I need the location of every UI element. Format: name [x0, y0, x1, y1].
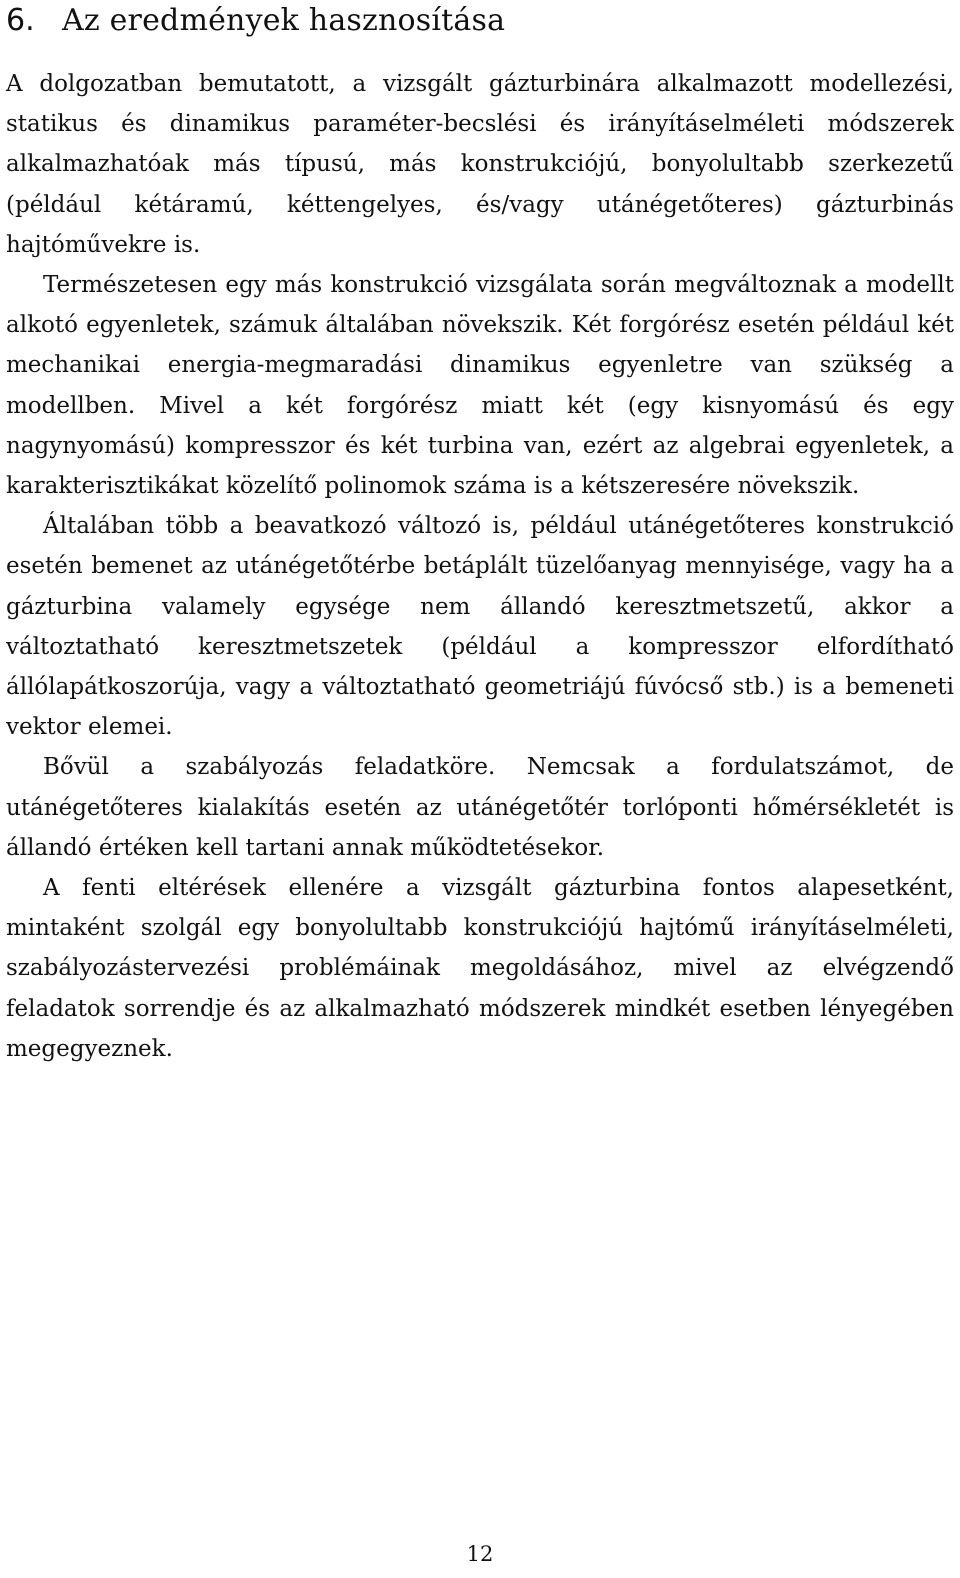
paragraph-conclusion: A fenti eltérések ellenére a vizsgált gázturbina fontos alapesetként, mintaként szolgál egy bonyolultabb konstrukciójú hajtómű irányításelméleti, szabályozástervezési problémáinak megoldásához, mivel az elvégzendő feladatok sorrendje és az alkalmazható módszerek mindkét esetben lényegében megegyeznek.: [6, 875, 954, 1062]
section-title: Az eredmények hasznosítása: [62, 3, 506, 38]
paragraph-control-variables: Általában több a beavatkozó változó is, például utánégetőteres konstrukció esetén bemenet az utánégetőtérbe betáplált tüzelőanyag mennyisége, vagy ha a gázturbina valamely egysége nem állandó keresztmetszetű, akkor a változtatható keresztmetszetek (például a kompresszor elfordítható állólapátkoszorúja, vagy a változtatható geometriájú fúvócső stb.) is a bemeneti vektor elemei.: [6, 513, 954, 741]
section-heading: [6, 0, 954, 64]
document-page: [6, 0, 954, 1069]
paragraph-control-tasks: Bővül a szabályozás feladatköre. Nemcsak a fordulatszámot, de utánégetőteres kialakítás esetén az utánégetőtér torlóponti hőmérsékletét is állandó értéken kell tartani annak működtetésekor.: [6, 754, 954, 861]
paragraph-construction-differences: Természetesen egy más konstrukció vizsgálata során megváltoznak a modellt alkotó egyenletek, számuk általában növekszik. Két forgórész esetén például két mechanikai energia-megmaradási dinamikus egyenletre van szükség a modellben. Mivel a két forgórész miatt két (egy kisnyomású és egy nagynyomású) kompresszor és két turbina van, ezért az algebrai egyenletek, a karakterisztikákat közelítő polinomok száma is a kétszeresére növekszik.: [6, 272, 954, 500]
section-number: 6.: [6, 3, 35, 38]
page-number: 12: [466, 1542, 494, 1566]
paragraph-intro: A dolgozatban bemutatott, a vizsgált gázturbinára alkalmazott modellezési, statikus és dinamikus paraméter-becslési és irányításelméleti módszerek alkalmazhatóak más típusú, más konstrukciójú, bonyolultabb szerkezetű (például kétáramú, kéttengelyes, és/vagy utánégetőteres) gázturbinás hajtóművekre is.: [6, 71, 954, 258]
